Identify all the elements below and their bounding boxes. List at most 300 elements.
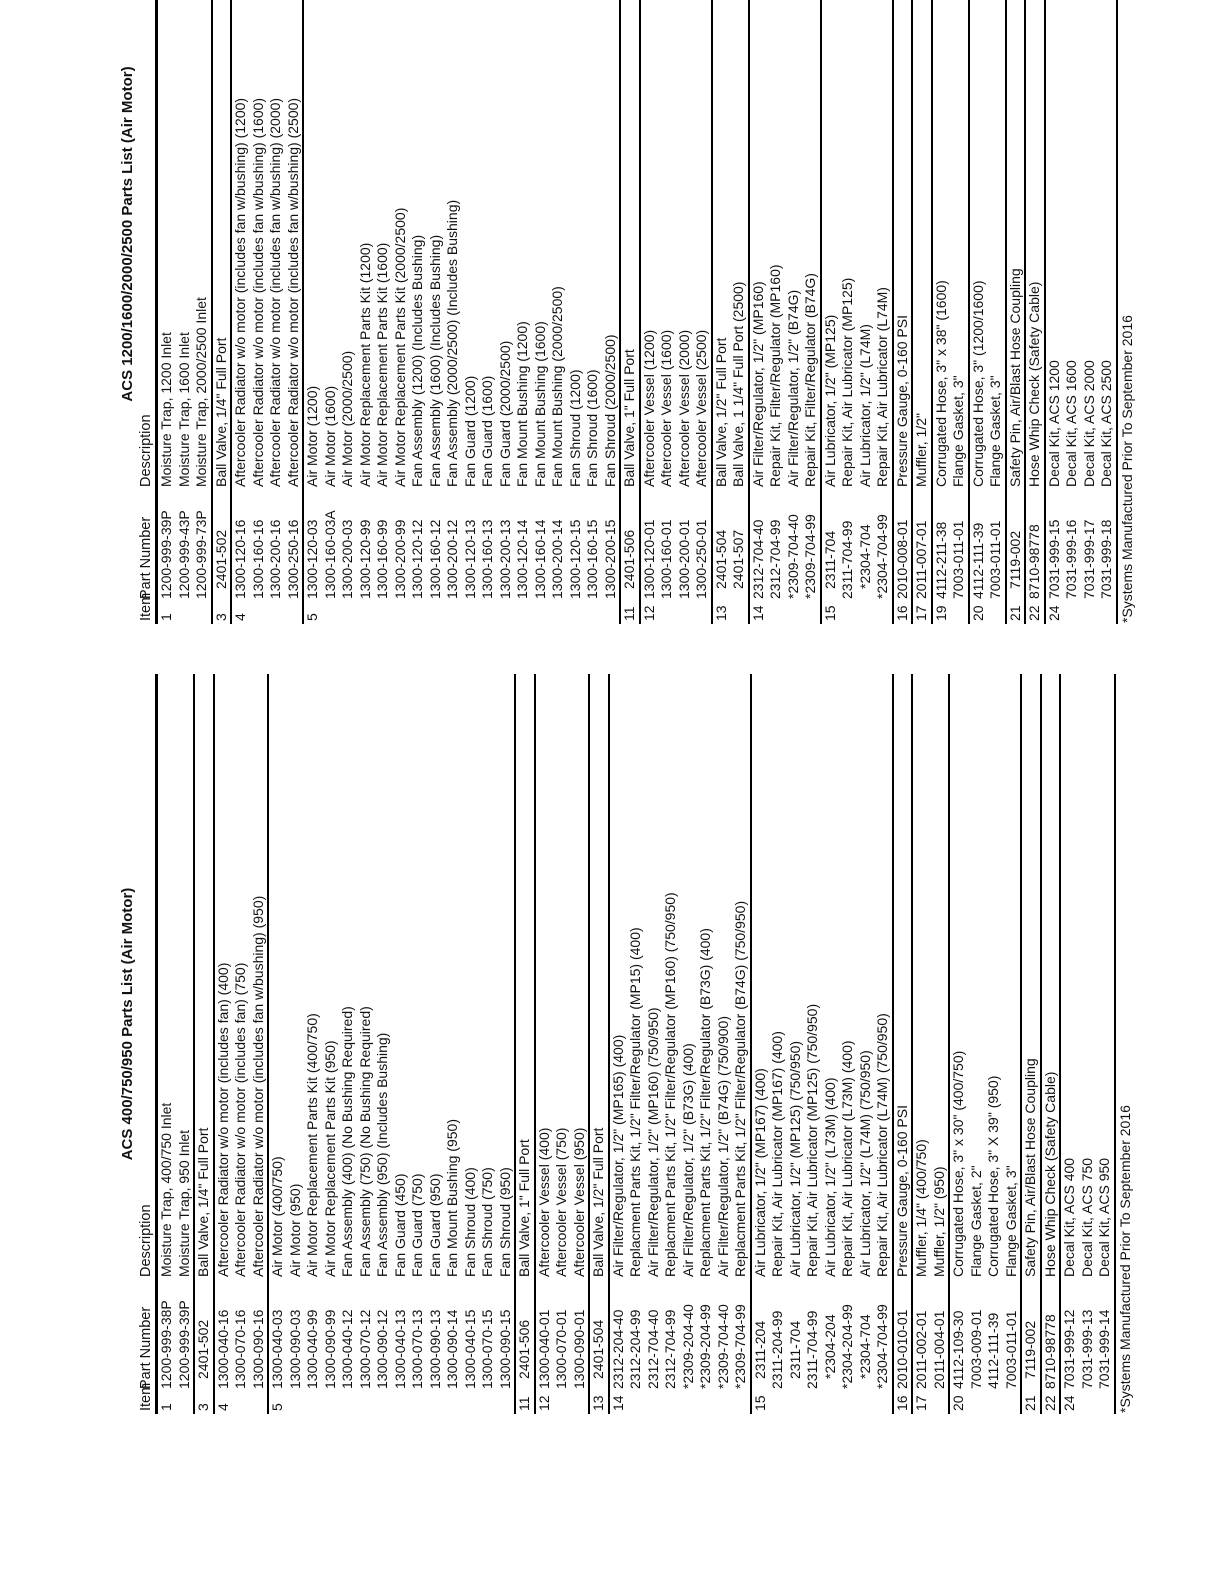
table-row <box>267 0 285 624</box>
part-number: 1300-070-12 <box>356 1309 373 1389</box>
item-number: 22 <box>1026 605 1042 621</box>
part-description: Ball Valve, 1" Full Port <box>516 1139 532 1277</box>
part-number: 2401-506 <box>516 1319 532 1379</box>
item-number <box>839 1391 857 1414</box>
table-row <box>462 0 480 624</box>
part-number: 8710-98778 <box>1041 1314 1058 1389</box>
part-description: Pressure Gauge, 0-160 PSI <box>893 1105 910 1277</box>
part-number: 1300-120-16 <box>232 519 248 599</box>
item-group <box>269 674 516 1414</box>
part-number: 1300-200-99 <box>391 519 408 599</box>
part-number: 1300-040-13 <box>391 1309 408 1389</box>
table-body <box>158 674 1116 1414</box>
part-description: Decal Kit, ACS 2000 <box>1080 360 1097 487</box>
table-row <box>479 0 497 624</box>
part-description: Air Motor Replacement Parts Kit (1200) <box>356 242 373 487</box>
part-number: 1300-160-12 <box>426 519 443 599</box>
part-number: 1300-040-16 <box>214 1309 231 1389</box>
table-row <box>584 0 602 624</box>
part-number: 2312-704-40 <box>749 519 766 599</box>
part-number: 1300-120-12 <box>409 519 425 599</box>
part-description: Decal Kit, ACS 400 <box>1061 1157 1077 1277</box>
item-number <box>697 1391 715 1414</box>
item-group <box>641 0 713 624</box>
item-number <box>785 601 803 624</box>
item-number <box>532 601 550 624</box>
part-description: Air Lubricator, 1/2" (MP167) (400) <box>751 1068 768 1277</box>
part-number: *2304-704 <box>856 524 873 589</box>
item-number: 13 <box>712 605 729 621</box>
item-number <box>357 1391 375 1414</box>
item-number <box>804 1391 822 1414</box>
part-number: *2304-704-99 <box>874 1304 890 1389</box>
part-number: 1300-250-01 <box>693 519 709 599</box>
part-description: Aftercooler Vessel (750) <box>553 1127 569 1277</box>
table-row <box>857 674 875 1414</box>
part-number: 7031-999-18 <box>1098 519 1114 599</box>
part-number: 1300-200-03 <box>339 519 355 599</box>
item-number <box>176 1391 194 1414</box>
item-group <box>158 674 195 1414</box>
item-number: 4 <box>214 1403 231 1411</box>
part-description: Decal Kit, ACS 1600 <box>1063 360 1079 487</box>
table-row <box>1096 674 1114 1414</box>
item-number <box>497 1391 515 1414</box>
table-row <box>536 674 554 1414</box>
item-group <box>158 0 213 624</box>
table-row <box>215 674 233 1414</box>
part-number: *2309-204-99 <box>697 1304 713 1389</box>
item-number <box>322 1391 340 1414</box>
item-number: 24 <box>1061 1395 1077 1411</box>
table-body <box>158 0 1118 624</box>
item-number <box>787 1391 805 1414</box>
item-group <box>1061 674 1116 1414</box>
part-number: 2010-010-01 <box>893 1309 910 1389</box>
table-row <box>427 674 445 1414</box>
table-row <box>732 674 750 1414</box>
item-group <box>1046 0 1118 624</box>
part-description: Flange Gasket, 2" <box>967 1165 984 1277</box>
table-row <box>304 674 322 1414</box>
part-number: 2311-704 <box>786 1320 803 1379</box>
part-description: Safety Pin, Air/Blast Hose Coupling <box>1022 1058 1038 1277</box>
item-number: 14 <box>609 1395 626 1411</box>
table-row <box>839 0 857 624</box>
part-description: Corrugated Hose, 3" X 39" (950) <box>985 1075 1001 1277</box>
item-number <box>985 1391 1003 1414</box>
part-description: Fan Assembly (1200) (Includes Bushing) <box>409 234 425 487</box>
part-number: 1300-200-14 <box>549 519 565 599</box>
item-group <box>752 674 894 1414</box>
table-row <box>1003 674 1021 1414</box>
header-item: Item <box>138 1382 154 1411</box>
part-number: 7031-999-13 <box>1078 1309 1095 1389</box>
part-description: Moisture Trap, 950 Inlet <box>175 1129 192 1277</box>
table-row <box>516 674 534 1414</box>
item-number <box>374 1391 392 1414</box>
part-number: 7031-999-14 <box>1096 1309 1112 1389</box>
part-description: Ball Valve, 1" Full Port <box>621 349 637 487</box>
table-row <box>193 0 211 624</box>
item-number <box>645 1391 663 1414</box>
item-number: 1 <box>158 613 174 621</box>
part-number: *2309-704-40 <box>714 1304 731 1389</box>
part-description: Air Motor (2000/2500) <box>339 350 355 487</box>
table-row <box>1042 674 1060 1414</box>
part-number: 1300-040-12 <box>339 1309 355 1389</box>
part-number: 8710-98778 <box>1026 524 1042 599</box>
part-description: Fan Shroud (750) <box>479 1167 495 1277</box>
item-number <box>1098 601 1116 624</box>
part-description: Aftercooler Radiator w/o motor (includes fan w/bushing) (2500) <box>284 97 301 487</box>
item-number <box>767 601 785 624</box>
table-row <box>567 0 585 624</box>
item-number <box>730 601 748 624</box>
table-row <box>970 0 988 624</box>
part-number: 1300-120-03 <box>304 519 320 599</box>
part-description: Moisture Trap, 400/750 Inlet <box>158 1102 174 1277</box>
part-description: Air Lubricator, 1/2" (L74M) <box>856 324 873 487</box>
item-number <box>1079 1391 1097 1414</box>
part-description: Decal Kit, ACS 1200 <box>1045 360 1062 487</box>
table-title: ACS 400/750/950 Parts List (Air Motor) <box>119 887 136 1161</box>
item-number <box>462 1391 480 1414</box>
table-row <box>1026 0 1044 624</box>
table-row <box>874 674 892 1414</box>
part-number: 2312-204-99 <box>627 1309 643 1389</box>
item-group <box>1042 674 1062 1414</box>
part-number: *2309-204-40 <box>679 1304 696 1389</box>
table-row <box>514 0 532 624</box>
table-row <box>269 674 287 1414</box>
item-number: 20 <box>950 1395 966 1411</box>
part-number: 1300-090-03 <box>286 1309 303 1389</box>
table-row <box>158 0 176 624</box>
part-description: Hose Whip Check (Safety Cable) <box>1041 1071 1058 1277</box>
part-number: 2011-007-01 <box>913 520 929 599</box>
item-number: 17 <box>913 605 929 621</box>
part-number: 1300-160-14 <box>531 519 548 599</box>
part-description: Fan Shroud (1600) <box>584 369 600 487</box>
item-group <box>913 674 950 1414</box>
part-description: Muffler, 1/4" (400/750) <box>913 1139 929 1277</box>
item-group <box>933 0 970 624</box>
table-row <box>950 0 968 624</box>
part-description: Corrugated Hose, 3" x 30" (400/750) <box>950 1050 966 1277</box>
part-number: *2304-204-99 <box>839 1304 855 1389</box>
part-number: 4112-211-38 <box>932 521 949 599</box>
table-row <box>590 674 608 1414</box>
item-group <box>590 674 610 1414</box>
part-description: Flange Gasket, 3" <box>987 375 1003 487</box>
part-description: Repair Kit, Air Lubricator (MP125) <box>839 277 855 487</box>
part-description: Aftercooler Vessel (1200) <box>640 329 657 487</box>
part-number: 1200-999-39P <box>175 1300 192 1389</box>
table-row <box>1061 674 1079 1414</box>
table-row <box>1046 0 1064 624</box>
table-row <box>1007 0 1025 624</box>
part-description: Air Motor Replacement Parts Kit (400/750) <box>304 1013 320 1277</box>
item-group <box>213 0 233 624</box>
table-row <box>785 0 803 624</box>
part-number: 2011-002-01 <box>913 1310 929 1389</box>
part-description: Air Motor (1600) <box>321 385 338 487</box>
table-row <box>1081 0 1099 624</box>
table-header <box>138 0 158 624</box>
table-row <box>1022 674 1040 1414</box>
part-description: Air Filter/Regulator, 1/2" (MP165) (400) <box>609 1034 626 1277</box>
part-number: 1300-200-13 <box>496 519 513 599</box>
item-number <box>584 601 602 624</box>
part-description: Repair Kit, Filter/Regulator (B74G) <box>802 273 818 487</box>
part-description: Replacment Parts Kit, 1/2" Filter/Regulator (B73G) (400) <box>697 928 713 1277</box>
part-description: Fan Mount Bushing (950) <box>444 1119 460 1277</box>
item-number: 15 <box>751 1395 768 1411</box>
part-number: 2312-204-40 <box>609 1309 626 1389</box>
item-number <box>287 1391 305 1414</box>
item-number <box>392 601 410 624</box>
part-description: Moisture Trap, 2000/2500 Inlet <box>193 297 209 487</box>
part-number: 1300-090-12 <box>374 1309 390 1389</box>
table-row <box>874 0 892 624</box>
part-number: 1300-090-01 <box>570 1309 587 1389</box>
item-group <box>1007 0 1027 624</box>
part-number: 2312-704-40 <box>644 1309 661 1389</box>
item-number <box>339 601 357 624</box>
part-number: 1200-999-39P <box>158 510 174 599</box>
part-description: Repair Kit, Air Lubricator (L74M) (750/950) <box>874 1013 890 1277</box>
part-description: Fan Assembly (1600) (Includes Bushing) <box>426 234 443 487</box>
item-group <box>195 674 215 1414</box>
part-description: Replacment Parts Kit, 1/2" Filter/Regulator (B74G) (750/950) <box>732 900 748 1277</box>
part-description: Decal Kit, ACS 750 <box>1078 1157 1095 1277</box>
part-description: Fan Shroud (400) <box>461 1167 478 1277</box>
table-row <box>602 0 620 624</box>
item-number <box>514 601 532 624</box>
part-number: 1300-090-14 <box>444 1309 460 1389</box>
item-group <box>215 674 270 1414</box>
part-number: 1300-040-03 <box>269 1309 285 1389</box>
table-row <box>357 0 375 624</box>
item-number <box>715 1391 733 1414</box>
part-number: 1300-120-13 <box>461 519 478 599</box>
item-number: 12 <box>535 1395 552 1411</box>
part-number: 2311-204-99 <box>769 1310 785 1389</box>
part-description: Air Motor Replacement Parts Kit (1600) <box>374 242 390 487</box>
part-number: 7003-009-01 <box>967 1309 984 1389</box>
table-row <box>985 674 1003 1414</box>
table-row <box>176 674 194 1414</box>
part-number: 4112-111-39 <box>985 1312 1001 1389</box>
part-description: Moisture Trap, 1600 Inlet <box>175 332 192 487</box>
table-row <box>339 0 357 624</box>
part-description: Fan Assembly (2000/2500) (Includes Bushing) <box>444 199 460 487</box>
table-row <box>769 674 787 1414</box>
part-number: 7031-999-15 <box>1045 519 1062 599</box>
item-number <box>1063 601 1081 624</box>
table-row <box>444 0 462 624</box>
part-number: 1300-160-13 <box>479 519 495 599</box>
part-number: 2401-502 <box>195 1319 211 1379</box>
item-number <box>693 601 711 624</box>
part-number: 2311-704-99 <box>804 1310 820 1389</box>
part-number: 1300-120-15 <box>566 519 583 599</box>
part-description: Muffler, 1/2" <box>913 413 929 487</box>
table-row <box>1098 0 1116 624</box>
part-number: 7031-999-17 <box>1080 519 1097 599</box>
part-number: *2309-704-99 <box>802 514 818 599</box>
part-description: Aftercooler Radiator w/o motor (includes fan w/bushing) (1600) <box>249 97 266 487</box>
item-number <box>409 1391 427 1414</box>
part-number: 7003-011-01 <box>950 520 966 599</box>
item-group <box>304 0 621 624</box>
part-number: 1300-120-14 <box>514 519 530 599</box>
part-number: 4112-111-39 <box>969 522 986 599</box>
item-number <box>769 1391 787 1414</box>
part-number: 2401-506 <box>621 529 637 589</box>
part-description: Air Lubricator, 1/2" (L74M) (750/950) <box>856 1050 873 1277</box>
part-number: 1300-040-15 <box>461 1309 478 1389</box>
table-row <box>1079 674 1097 1414</box>
part-number: 7119-002 <box>1006 530 1023 589</box>
table-row <box>645 674 663 1414</box>
item-number <box>409 601 427 624</box>
part-number: 1300-070-15 <box>479 1309 495 1389</box>
part-number: 7119-002 <box>1022 1320 1038 1379</box>
part-number: 1300-070-16 <box>232 1309 248 1389</box>
table-row <box>933 0 951 624</box>
part-number: *2309-704-99 <box>732 1304 748 1389</box>
item-number <box>1003 1391 1021 1414</box>
part-description: Repair Kit, Air Lubricator (L74M) <box>874 287 890 487</box>
table-row <box>610 674 628 1414</box>
table-row <box>913 0 931 624</box>
table-row <box>392 0 410 624</box>
item-group <box>1022 674 1042 1414</box>
part-description: Fan Mount Bushing (1200) <box>514 321 530 487</box>
item-number: 19 <box>932 605 949 621</box>
table-row <box>462 674 480 1414</box>
table-header <box>138 674 158 1414</box>
table-row <box>621 0 639 624</box>
item-number <box>479 1391 497 1414</box>
part-description: Moisture Trap, 1200 Inlet <box>158 332 174 487</box>
part-number: 2312-704-99 <box>767 519 783 599</box>
table-row <box>213 0 231 624</box>
item-number: 11 <box>516 1396 532 1411</box>
part-description: Repair Kit, Air Lubricator (L73M) (400) <box>839 1040 855 1277</box>
table-row <box>697 674 715 1414</box>
part-number: 2401-504 <box>712 529 729 589</box>
table-row <box>750 0 768 624</box>
item-number <box>479 601 497 624</box>
part-number: *2304-204 <box>821 1314 838 1379</box>
part-description: Fan Guard (2000/2500) <box>496 340 513 487</box>
part-description: Air Filter/Regulator, 1/2" (B74G) (750/900) <box>714 1016 731 1277</box>
item-group <box>750 0 822 624</box>
part-description: Repair Kit, Filter/Regulator (MP160) <box>767 264 783 487</box>
part-number: 4112-109-30 <box>950 1310 966 1389</box>
table-row <box>322 0 340 624</box>
part-description: Air Motor (400/750) <box>269 1156 285 1277</box>
part-description: Aftercooler Vessel (2000) <box>675 329 692 487</box>
table-row <box>1063 0 1081 624</box>
part-description: Pressure Gauge, 0-160 PSI <box>893 315 910 487</box>
part-number: 2401-507 <box>730 529 746 589</box>
table-row <box>662 674 680 1414</box>
item-group <box>913 0 933 624</box>
item-number <box>1096 1391 1114 1414</box>
table-row <box>250 0 268 624</box>
part-number: 2311-204 <box>751 1320 768 1379</box>
table-row <box>374 674 392 1414</box>
footnote: *Systems Manufactured Prior To September 2016 <box>1116 1105 1133 1413</box>
part-description: Aftercooler Vessel (1600) <box>658 329 674 487</box>
part-description: Fan Guard (1600) <box>479 375 495 487</box>
footnote: *Systems Manufactured Prior To September 2016 <box>1118 315 1135 623</box>
item-number <box>497 601 515 624</box>
item-number: 16 <box>893 1395 910 1411</box>
item-number: 24 <box>1045 605 1062 621</box>
item-number: 13 <box>590 1395 606 1411</box>
header-description: Description <box>138 1204 154 1277</box>
part-number: 1200-999-43P <box>175 510 192 599</box>
table-row <box>752 674 770 1414</box>
item-group <box>621 0 641 624</box>
part-description: Aftercooler Vessel (950) <box>570 1127 587 1277</box>
part-number: 1300-160-03A <box>321 510 338 599</box>
item-number: 15 <box>821 605 838 621</box>
table-row <box>715 674 733 1414</box>
table-row <box>444 674 462 1414</box>
table-row <box>232 0 250 624</box>
table-row <box>730 0 748 624</box>
part-description: Aftercooler Radiator w/o motor (includes fan w/bushing) (2000) <box>267 97 283 487</box>
part-description: Aftercooler Vessel (2500) <box>693 329 709 487</box>
part-description: Air Motor (950) <box>286 1183 303 1277</box>
part-description: Safety Pin, Air/Blast Hose Coupling <box>1006 268 1023 487</box>
item-group <box>822 0 894 624</box>
item-number <box>822 1391 840 1414</box>
part-description: Fan Shroud (950) <box>496 1167 513 1277</box>
part-description: Air Filter/Regulator, 1/2" (B74G) <box>784 289 801 487</box>
item-number: 14 <box>749 605 766 621</box>
item-group <box>232 0 304 624</box>
part-number: 1200-999-38P <box>158 1300 174 1389</box>
part-number: *2304-704-99 <box>874 514 890 599</box>
item-number: 21 <box>1006 605 1023 621</box>
item-number <box>968 1391 986 1414</box>
item-number <box>987 601 1005 624</box>
table-row <box>250 674 268 1414</box>
part-description: Aftercooler Radiator w/o motor (includes fan w/bushing) (950) <box>249 895 266 1277</box>
part-number: 1300-090-13 <box>426 1309 443 1389</box>
part-description: Air Lubricator, 1/2" (MP125) <box>821 314 838 487</box>
item-number <box>357 601 375 624</box>
item-number: 5 <box>269 1403 285 1411</box>
item-number <box>267 601 285 624</box>
part-number: 1300-200-01 <box>675 519 692 599</box>
item-number <box>285 601 303 624</box>
table-row <box>658 0 676 624</box>
table-row <box>322 674 340 1414</box>
item-number <box>427 601 445 624</box>
item-number <box>392 1391 410 1414</box>
table-row <box>409 0 427 624</box>
item-number <box>680 1391 698 1414</box>
part-number: 2010-008-01 <box>893 519 910 599</box>
